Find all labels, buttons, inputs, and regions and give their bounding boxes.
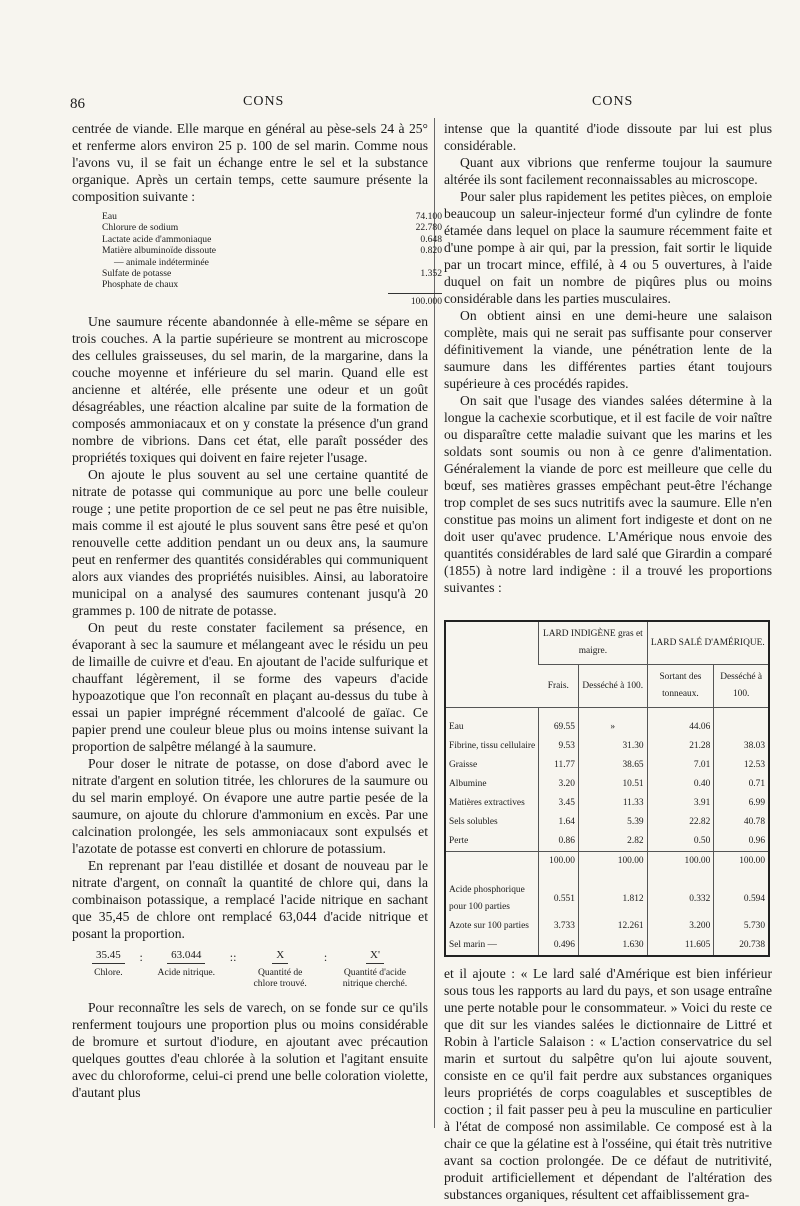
table-row: Perte 0.86 2.82 0.50 0.96 [445, 832, 769, 852]
page-number: 86 [70, 96, 85, 112]
table-row: Sels solubles 1.64 5.39 22.82 40.78 [445, 813, 769, 832]
table-row: Albumine 3.20 10.51 0.40 0.71 [445, 775, 769, 794]
table-column-header: Frais. [539, 665, 579, 708]
table-row: Graisse 11.77 38.65 7.01 12.53 [445, 756, 769, 775]
paragraph: Une saumure récente abandonnée à elle-même se sépare en trois couches. A la partie supérieure se montrent au microscope des cellules graisseuses, du sel marin, de la margarine, dans la couche moyenne et inférieure du sel marin. Quand elle est ancienne et altérée, elle présente une odeur et un goût désagréables, une réaction alcaline par suite de la formation de composés ammoniacaux et on y constate la présence d'un grand nombre de vibrions. Dans cet état, elle paraît posséder des propriétés toxiques qui doivent en faire rejeter l'usage. [72, 314, 428, 466]
table-row: Fibrine, tissu cellulaire 9.53 31.30 21.28 38.03 [445, 737, 769, 756]
paragraph: centrée de viande. Elle marque en général au pèse-sels 24 à 25° et renferme alors environ 25 p. 100 de sel marin. Comme nous l'avons vu, il se fait un échange entre le sel et la substance organique. Après un certain temps, cette saumure présente la composition suivante : [72, 121, 428, 204]
table-column-header: Desséché à 100. [714, 665, 769, 708]
paragraph: On sait que l'usage des viandes salées détermine à la longue la cachexie scorbutique, et il est facile de voir naître ou disparaître cette maladie suivant que les marins et les soldats sont soumis ou non à ce genre d'alimentation. Généralement la viande de porc est meilleure que celle du bœuf, ses matières grasses empêchant peut-être l'échange trop complet de ses sucs nutritifs avec la saumure. Elle n'en constitue pas moins un aliment fort indigeste et dont on ne doit user qu'avec prudence. L'Amérique nous envoie des quantités considérables de lard salé que Girardin a comparé (1855) à notre lard indigène : il a trouvé les proportions suivantes : [444, 393, 772, 595]
table-column-header: Desséché à 100. [578, 665, 647, 708]
lard-comparison-table [444, 620, 770, 957]
table-row: Azote sur 100 parties 3.733 12.261 3.200 5.730 [445, 917, 769, 936]
right-column [444, 120, 772, 1203]
composition-row: Eau 74.100 [102, 211, 442, 222]
composition-row: Chlorure de sodium 22.780 [102, 222, 442, 234]
composition-row: Matière albuminoïde dissoute 0.820 [102, 245, 442, 257]
table-row: Eau 69.55 » 44.06 [445, 718, 769, 737]
paragraph: intense que la quantité d'iode dissoute par lui est plus considérable. [444, 121, 772, 153]
composition-row: Phosphate de chaux [102, 279, 179, 291]
running-head-left: CONS [243, 94, 285, 109]
composition-row: Sulfate de potasse 1.352 [102, 268, 442, 280]
composition-table [102, 211, 442, 307]
paragraph: Pour doser le nitrate de potasse, on dose d'abord avec le nitrate d'argent en solution titrée, les chlorures de la saumure ou du sel marin employé. On évapore une autre partie pesée de la saumure, on ajoute du chlorure d'ammonium en excès. Par une calcination prolongée, les sels ammoniacaux sont expulsés et l'azotate de potasse est converti en chlorure de potassium. [72, 756, 428, 857]
composition-row: Lactate acide d'ammoniaque 0.648 [102, 233, 442, 245]
paragraph: Quant aux vibrions que renferme toujour la saumure altérée ils sont facilement reconnaissables au microscope. [444, 155, 772, 187]
table-group-header: LARD SALÉ D'AMÉRIQUE. [647, 621, 769, 665]
table-row: Sel marin — 0.496 1.630 11.605 20.738 [445, 936, 769, 956]
paragraph: et il ajoute : « Le lard salé d'Amérique est bien inférieur sous tous les rapports au lard du pays, et son usage entraîne une perte notable pour le consommateur. » Voici du reste ce que dit sur les viandes salées le dictionnaire de Littré et Robin à l'article Salaison : « L'action conservatrice du sel marin et surtout du salpêtre qu'on lui ajoute souvent, consiste en ce qu'il fait perdre aux substances organiques leurs propriétés de corps coagulables et susceptibles de coction ; il fait passer peu à peu la musculine en particulier à l'état de composé non assimilable. Ce composé est à la chair ce que la gélatine est à l'osséine, qui était très nutritive avant sa coction prolongée. De ce défaut de nutritivité, produit artificiellement et dépendant de l'altération des substances organiques, résultent cet affaiblissement gra- [444, 966, 772, 1202]
table-row: Matières extractives 3.45 11.33 3.91 6.99 [445, 794, 769, 813]
composition-total: 100.000 [102, 291, 442, 307]
composition-row: — animale indéterminée [114, 256, 209, 268]
left-column [72, 120, 442, 1101]
table-total-row: 100.00 100.00 100.00 100.00 [445, 852, 769, 872]
proportion-formula: 35.45 Chlore. : 63.044 Acide nitrique. :: X Quantité de chlore trouvé. : X' Quantité d'acide nitrique cherché. [92, 950, 408, 989]
paragraph: Pour saler plus rapidement les petites pièces, on emploie beaucoup un saleur-injecteur formé d'un cylindre de fonte étamée dans lequel on place la saumure récemment faite et d'une pompe à air qui, par la pression, fait sortir le liquide par un trocart mince, effilé, à 4 ou 5 ouvertures, à l'aide duquel on fait un nombre de piqûres plus ou moins considérable dans les parties musculaires. [444, 189, 772, 306]
paragraph: On peut du reste constater facilement sa présence, en évaporant à sec la saumure et mélangeant avec le résidu un peu de limaille de cuivre et d'eau. En ajoutant de l'acide sulfurique et chauffant légèrement, il se forme des vapeurs d'acide hypoazotique que l'on reconnaît en plaçant au-dessus du tube à essai un papier imprégné récemment d'alcoolé de gaïac. Ce papier prend une couleur bleue plus ou moins intense suivant la proportion de salpêtre mélangé à la saumure. [72, 620, 428, 755]
table-column-header: Sortant des tonneaux. [647, 665, 714, 708]
running-head-right: CONS [592, 94, 634, 109]
table-group-header: LARD INDIGÈNE gras et maigre. [539, 621, 647, 665]
paragraph: On ajoute le plus souvent au sel une certaine quantité de nitrate de potasse qui communique au porc une belle couleur rouge ; une petite proportion de ce sel peut ne pas être nuisible, mais comme il est ajouté le plus souvent sans être pesé et qu'on renouvelle cette addition pendant un ou deux ans, la saumure peut en renfermer des quantités considérables qui communiquent alors aux viandes des propriétés nuisibles. Ainsi, au laboratoire municipal on a analysé des saumures contenant jusqu'à 20 grammes p. 100 de nitrate de potasse. [72, 467, 428, 619]
table-row: Acide phosphorique pour 100 parties 0.551 1.812 0.332 0.594 [445, 881, 769, 917]
paragraph: On obtient ainsi en une demi-heure une salaison complète, mais qui ne serait pas suffisante pour conserver définitivement la viande, une pénétration lente de la saumure dans les différentes parties étant toujours supérieure à ces procédés rapides. [444, 308, 772, 391]
paragraph: Pour reconnaître les sels de varech, on se fonde sur ce qu'ils renferment toujours une proportion plus ou moins considérable de bromure et surtout d'iodure, en ajoutant avec précaution quelques gouttes d'eau chlorée à la solution et l'agitant ensuite avec du chloroforme, celui-ci prend une belle coloration violette, d'autant plus [72, 1000, 428, 1101]
paragraph: En reprenant par l'eau distillée et dosant de nouveau par le nitrate d'argent, on connaît la quantité de chlore qui, dans la combinaison potassique, a remplacé l'acide nitrique en sachant que 35,45 de chlore ont remplacé 63,044 d'acide nitrique et posant la proportion. [72, 858, 428, 942]
